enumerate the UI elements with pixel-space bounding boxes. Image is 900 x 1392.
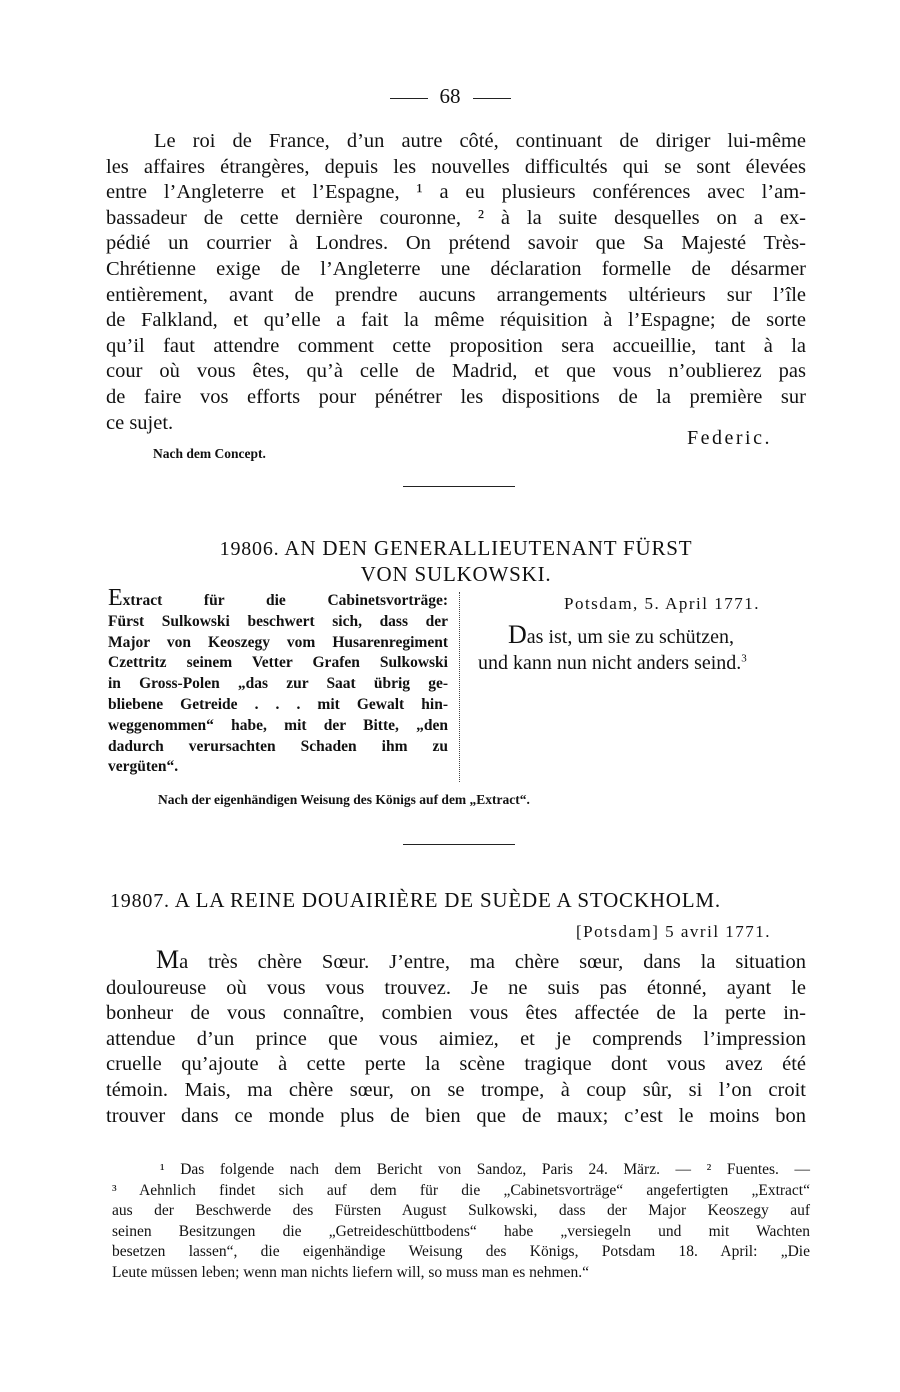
text-line: Chrétienne exige de l’Angleterre une déclaration formelle de désarmer — [106, 257, 806, 280]
text-line: in Gross-Polen „das zur Saat übrig ge- — [108, 675, 448, 693]
text-line: entre l’Angleterre et l’Espagne, ¹ a eu plusieurs conférences avec l’am- — [106, 181, 806, 204]
letter-1-body — [106, 129, 806, 436]
text-line: ce sujet. — [106, 411, 174, 434]
drop-initial: D — [508, 620, 527, 649]
text-line: entièrement, avant de prendre aucuns arrangements ultérieurs sur l’île — [106, 283, 806, 306]
footnote-line: aus der Beschwerde des Fürsten August Sulkowski, dass der Major Keoszegy auf — [112, 1202, 810, 1219]
drop-initial: E — [108, 585, 123, 611]
text-line: Das ist, um sie zu schützen, — [508, 620, 734, 649]
text-line: cour où vous êtes, qu’à celle de Madrid, et que vous n’oublierez pas — [106, 360, 806, 383]
left-dash — [390, 98, 428, 99]
text-line: bliebene Getreide . . . mit Gewalt hin- — [108, 695, 448, 713]
letter-3-body — [106, 947, 806, 1129]
drop-initial: M — [156, 945, 180, 974]
footnote-mark: 3 — [741, 652, 747, 665]
footnote-line: ³ Aehnlich findet sich auf dem für die „Cabinetsvorträge“ angefertigten „Extract“ — [112, 1181, 810, 1199]
text-line: Extract für die Cabinetsvorträge: — [108, 585, 448, 611]
text-line: weggenommen“ habe, mit der Bitte, „den — [108, 716, 448, 734]
heading-text: AN DEN GENERALLIEUTENANT FÜRST — [284, 536, 693, 560]
text-line: Czettritz seinem Vetter Grafen Sulkowski — [108, 654, 448, 672]
place-date: Potsdam, 5. April 1771. — [564, 594, 761, 613]
letter-heading — [110, 888, 810, 914]
column-divider — [459, 592, 460, 782]
text-line: pédié un courrier à Londres. On prétend savoir que Sa Majesté Très- — [106, 232, 806, 255]
text-line: de faire vos efforts pour pénétrer les dispositions de la première sur — [106, 385, 806, 408]
signature: Federic. — [687, 427, 772, 449]
text-line: bassadeur de cette dernière couronne, ² à la suite desquelles on a ex- — [106, 206, 806, 229]
page-number-row — [0, 84, 900, 109]
extract-column — [108, 585, 448, 778]
text-line: attendue d’un prince que vous aimiez, et je comprends l’impression — [106, 1027, 806, 1050]
text-line: cruelle qu’ajoute à cette perte la scène tragique dont vous avez été — [106, 1053, 806, 1076]
footnote-line: ¹ Das folgende nach dem Bericht von Sandoz, Paris 24. März. — ² Fuentes. — — [160, 1161, 810, 1178]
footnote-line: Leute müssen leben; wenn man nichts liefern will, so muss man es nehmen.“ — [112, 1263, 589, 1281]
text-line: de Falkland, et qu’elle a fait la même réquisition à l’Espagne; de sorte — [106, 309, 806, 332]
source-note: Nach dem Concept. — [153, 446, 266, 461]
page-number: 68 — [439, 84, 461, 108]
heading-text: A LA REINE DOUAIRIÈRE DE SUÈDE A STOCKHOLM. — [174, 888, 721, 912]
right-dash — [473, 98, 511, 99]
text-line: und kann nun nicht anders seind.$^3$ — [478, 652, 747, 674]
text-line: Fürst Sulkowski beschwert sich, dass der — [108, 612, 448, 630]
place-date: [Potsdam] 5 avril 1771. — [576, 922, 772, 941]
text-line: témoin. Mais, ma chère sœur, on se trompe, à coup sûr, si l’on croit — [106, 1078, 806, 1101]
text-line: dadurch verursachten Schaden ihm zu — [108, 737, 448, 755]
text-line: qu’il faut attendre comment cette proposition sera accueillie, tant à la — [106, 334, 806, 357]
heading-line-1 — [106, 536, 806, 562]
footnote-line: seinen Besitzungen die „Getreideschüttbodens“ habe „versiegeln und mit Wachten — [112, 1222, 810, 1240]
heading-line-2: VON SULKOWSKI. — [360, 562, 552, 586]
king-reply — [478, 622, 808, 676]
letter-number: 19806. — [219, 538, 280, 560]
text-line: les affaires étrangères, depuis les nouvelles difficultés qui se sont élevées — [106, 155, 806, 178]
section-rule — [403, 844, 515, 845]
section-rule — [403, 486, 515, 487]
text-line: Ma très chère Sœur. J’entre, ma chère sœur, dans la situation — [156, 945, 806, 974]
text-line: Major von Keoszegy vom Husarenregiment — [108, 633, 448, 651]
footnotes — [112, 1160, 810, 1283]
footnote-line: besetzen lassen“, die eigenhändige Weisung des Königs, Potsdam 18. April: „Die — [112, 1243, 810, 1260]
text-line: Le roi de France, d’un autre côté, continuant de diriger lui-même — [154, 130, 806, 152]
text-line: douloureuse où vous vous trouvez. Je ne suis pas étonné, ayant le — [106, 976, 806, 999]
text-line: vergüten“. — [108, 758, 179, 776]
letter-number: 19807. — [110, 890, 170, 912]
letter-heading — [106, 536, 806, 587]
source-note: Nach der eigenhändigen Weisung des Königs auf dem „Extract“. — [158, 792, 530, 807]
text-line: trouver dans ce monde plus de bien que de maux; c’est le moins bon — [106, 1104, 806, 1127]
text-line: bonheur de vous connaître, combien vous êtes affectée de la perte in- — [106, 1002, 806, 1025]
